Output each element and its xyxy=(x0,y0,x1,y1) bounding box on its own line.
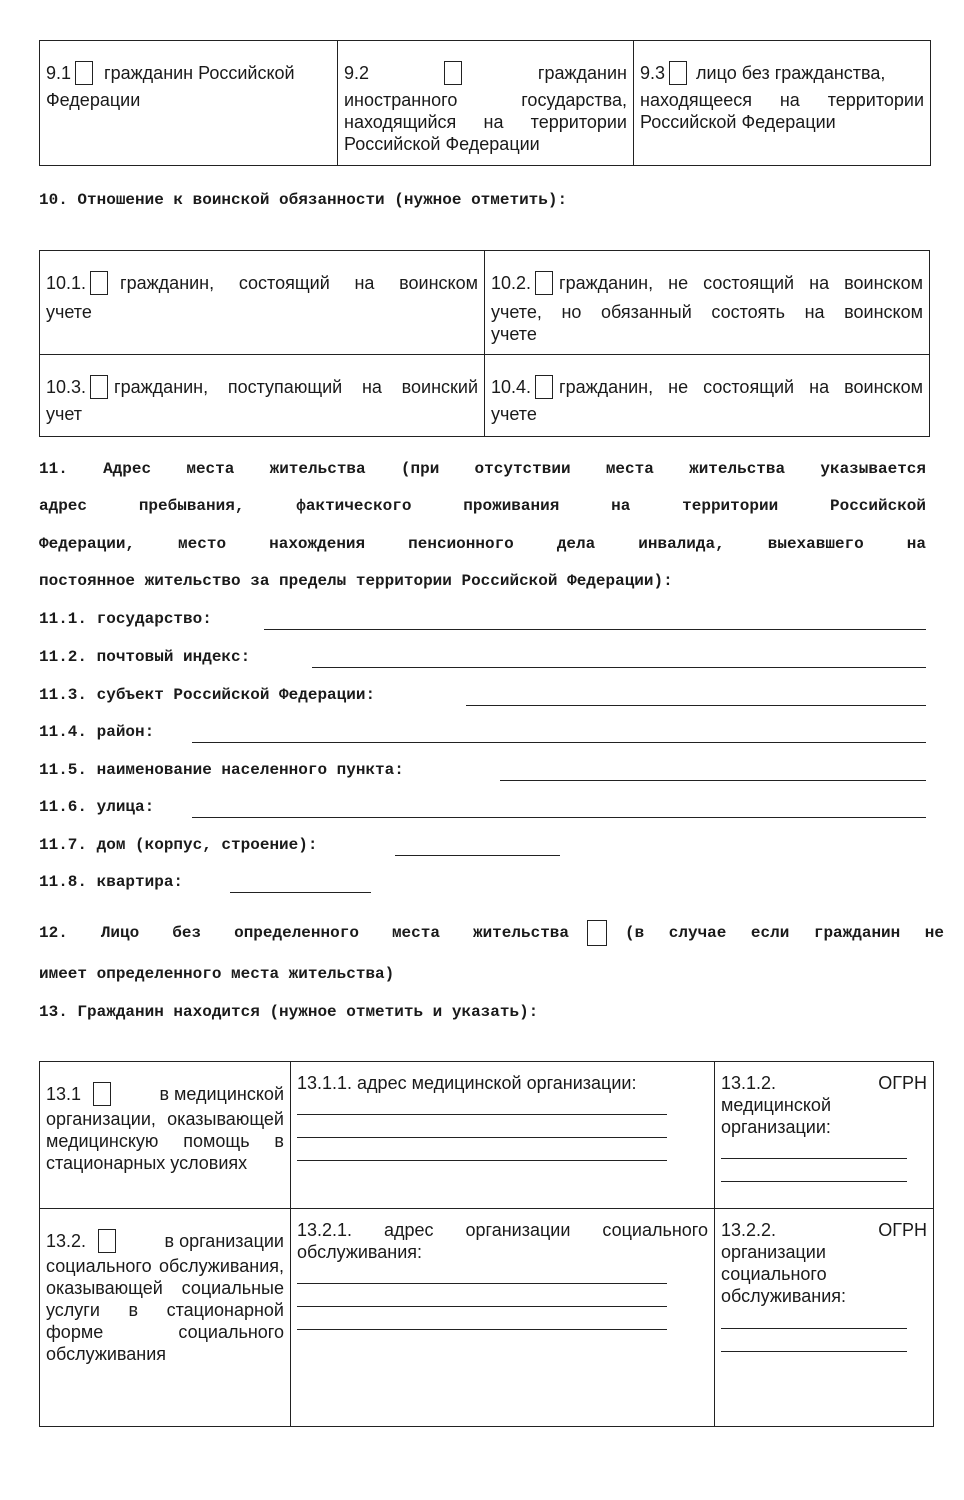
med-ogrn-line-2[interactable] xyxy=(721,1181,907,1182)
field-street-label: 11.6. улица: xyxy=(39,798,155,816)
option-label: социального обслуживания, оказывающей социальные услуги в стационарной форме социального обслуживания xyxy=(46,1256,284,1364)
checkbox-13-1[interactable] xyxy=(93,1082,111,1106)
item-number: 10.1. xyxy=(46,273,87,293)
section-11-line: адрес пребывания, фактического проживания на территории Российской xyxy=(39,497,926,515)
citizenship-table xyxy=(39,40,931,166)
field-locality-input[interactable] xyxy=(500,780,926,781)
checkbox-9-2[interactable] xyxy=(444,61,462,85)
item-number: 13.1.2. xyxy=(721,1073,777,1093)
option-label: Российской Федерации xyxy=(640,112,836,132)
option-label: Российской Федерации xyxy=(344,134,540,154)
cell-13-2-2 xyxy=(715,1209,934,1427)
cell-13-1-1 xyxy=(291,1062,715,1209)
checkbox-10-4[interactable] xyxy=(535,375,553,399)
field-label: ОГРН xyxy=(878,1220,927,1240)
field-subject-label: 11.3. субъект Российской Федерации: xyxy=(39,686,376,704)
item-number: 10.3. xyxy=(46,377,87,397)
checkbox-12[interactable] xyxy=(587,920,607,946)
med-address-line-3[interactable] xyxy=(297,1160,667,1161)
option-label: гражданин, состоящий на воинском xyxy=(120,273,478,293)
checkbox-13-2[interactable] xyxy=(98,1229,116,1253)
field-label: 13.1.1. адрес медицинской организации: xyxy=(297,1073,637,1093)
section-11-line: постоянное жительство за пределы территории Российской Федерации): xyxy=(39,572,673,590)
field-label: 13.2.1. адрес организации социального обслуживания: xyxy=(297,1220,708,1262)
option-label: организации, оказывающей медицинскую помощь в стационарных условиях xyxy=(46,1109,284,1173)
checkbox-9-3[interactable] xyxy=(669,61,687,85)
field-street-input[interactable] xyxy=(192,817,926,818)
section-11-line: Федерации, место нахождения пенсионного дела инвалида, выехавшего на xyxy=(39,535,926,553)
option-label: учете xyxy=(46,302,92,322)
field-postcode-label: 11.2. почтовый индекс: xyxy=(39,648,251,666)
field-country-label: 11.1. государство: xyxy=(39,610,212,628)
option-label: в организации xyxy=(164,1231,284,1251)
checkbox-9-1[interactable] xyxy=(75,61,93,85)
med-ogrn-line-1[interactable] xyxy=(721,1158,907,1159)
social-ogrn-line-1[interactable] xyxy=(721,1328,907,1329)
item-number: 13.2.2. xyxy=(721,1220,777,1240)
section-13-heading: 13. Гражданин находится (нужное отметить и указать): xyxy=(39,1003,539,1021)
field-district-input[interactable] xyxy=(192,742,926,743)
field-apartment-input[interactable] xyxy=(230,892,371,893)
option-label: лицо без гражданства, xyxy=(696,63,886,83)
cell-13-1 xyxy=(40,1062,291,1209)
option-label: в медицинской xyxy=(159,1084,284,1104)
item-number: 9.2 xyxy=(344,63,370,83)
item-number: 13.2. xyxy=(46,1231,87,1251)
field-house-input[interactable] xyxy=(395,855,560,856)
option-label: находящееся на территории xyxy=(640,90,924,110)
field-label: организации социального обслуживания: xyxy=(721,1242,847,1306)
option-label: гражданин, не состоящий на воинском xyxy=(559,273,923,293)
cell-9-3 xyxy=(634,41,931,166)
cell-10-1 xyxy=(40,251,485,355)
option-label: учет xyxy=(46,404,83,424)
item-number: 9.3 xyxy=(640,63,666,83)
item-number: 13.1 xyxy=(46,1084,82,1104)
cell-10-4 xyxy=(485,355,930,437)
option-label: учете xyxy=(491,324,537,344)
field-postcode-input[interactable] xyxy=(312,667,926,668)
social-address-line-3[interactable] xyxy=(297,1329,667,1330)
option-label: находящийся на территории xyxy=(344,112,627,132)
cell-9-1 xyxy=(40,41,338,166)
item-number: 10.2. xyxy=(491,273,532,293)
field-apartment-label: 11.8. квартира: xyxy=(39,873,184,891)
location-table xyxy=(39,1061,934,1427)
social-ogrn-line-2[interactable] xyxy=(721,1351,907,1352)
field-label: медицинской организации: xyxy=(721,1095,831,1137)
section-12-text: (в случае если гражданин не xyxy=(625,924,944,942)
social-address-line-1[interactable] xyxy=(297,1283,667,1284)
section-11-line: 11. Адрес места жительства (при отсутствии места жительства указывается xyxy=(39,460,926,478)
item-number: 10.4. xyxy=(491,377,532,397)
cell-10-2 xyxy=(485,251,930,355)
field-label: ОГРН xyxy=(878,1073,927,1093)
med-address-line-1[interactable] xyxy=(297,1114,667,1115)
cell-10-3 xyxy=(40,355,485,437)
checkbox-10-3[interactable] xyxy=(90,375,108,399)
med-address-line-2[interactable] xyxy=(297,1137,667,1138)
section-10-heading: 10. Отношение к воинской обязанности (нужное отметить): xyxy=(39,191,568,209)
option-label: учете, но обязанный состоять на воинском xyxy=(491,302,923,322)
field-locality-label: 11.5. наименование населенного пункта: xyxy=(39,761,404,779)
option-label: Федерации xyxy=(46,90,141,110)
cell-13-1-2 xyxy=(715,1062,934,1209)
cell-13-2-1 xyxy=(291,1209,715,1427)
option-label: гражданин, не состоящий на воинском xyxy=(559,377,923,397)
social-address-line-2[interactable] xyxy=(297,1306,667,1307)
option-label: учете xyxy=(491,404,537,424)
checkbox-10-1[interactable] xyxy=(90,271,108,295)
cell-9-2 xyxy=(338,41,634,166)
field-country-input[interactable] xyxy=(264,629,926,630)
checkbox-10-2[interactable] xyxy=(535,271,553,295)
option-label: гражданин xyxy=(537,63,627,83)
field-district-label: 11.4. район: xyxy=(39,723,155,741)
option-label: гражданин, поступающий на воинский xyxy=(114,377,478,397)
option-label: гражданин Российской xyxy=(104,63,295,83)
section-12-text: 12. Лицо без определенного места жительства xyxy=(39,924,569,942)
section-12-line1 xyxy=(39,920,944,946)
section-12-line2: имеет определенного места жительства) xyxy=(39,965,395,983)
item-number: 9.1 xyxy=(46,63,72,83)
field-house-label: 11.7. дом (корпус, строение): xyxy=(39,836,318,854)
option-label: иностранного государства, xyxy=(344,90,627,110)
cell-13-2 xyxy=(40,1209,291,1427)
field-subject-input[interactable] xyxy=(466,705,926,706)
military-table xyxy=(39,250,930,437)
